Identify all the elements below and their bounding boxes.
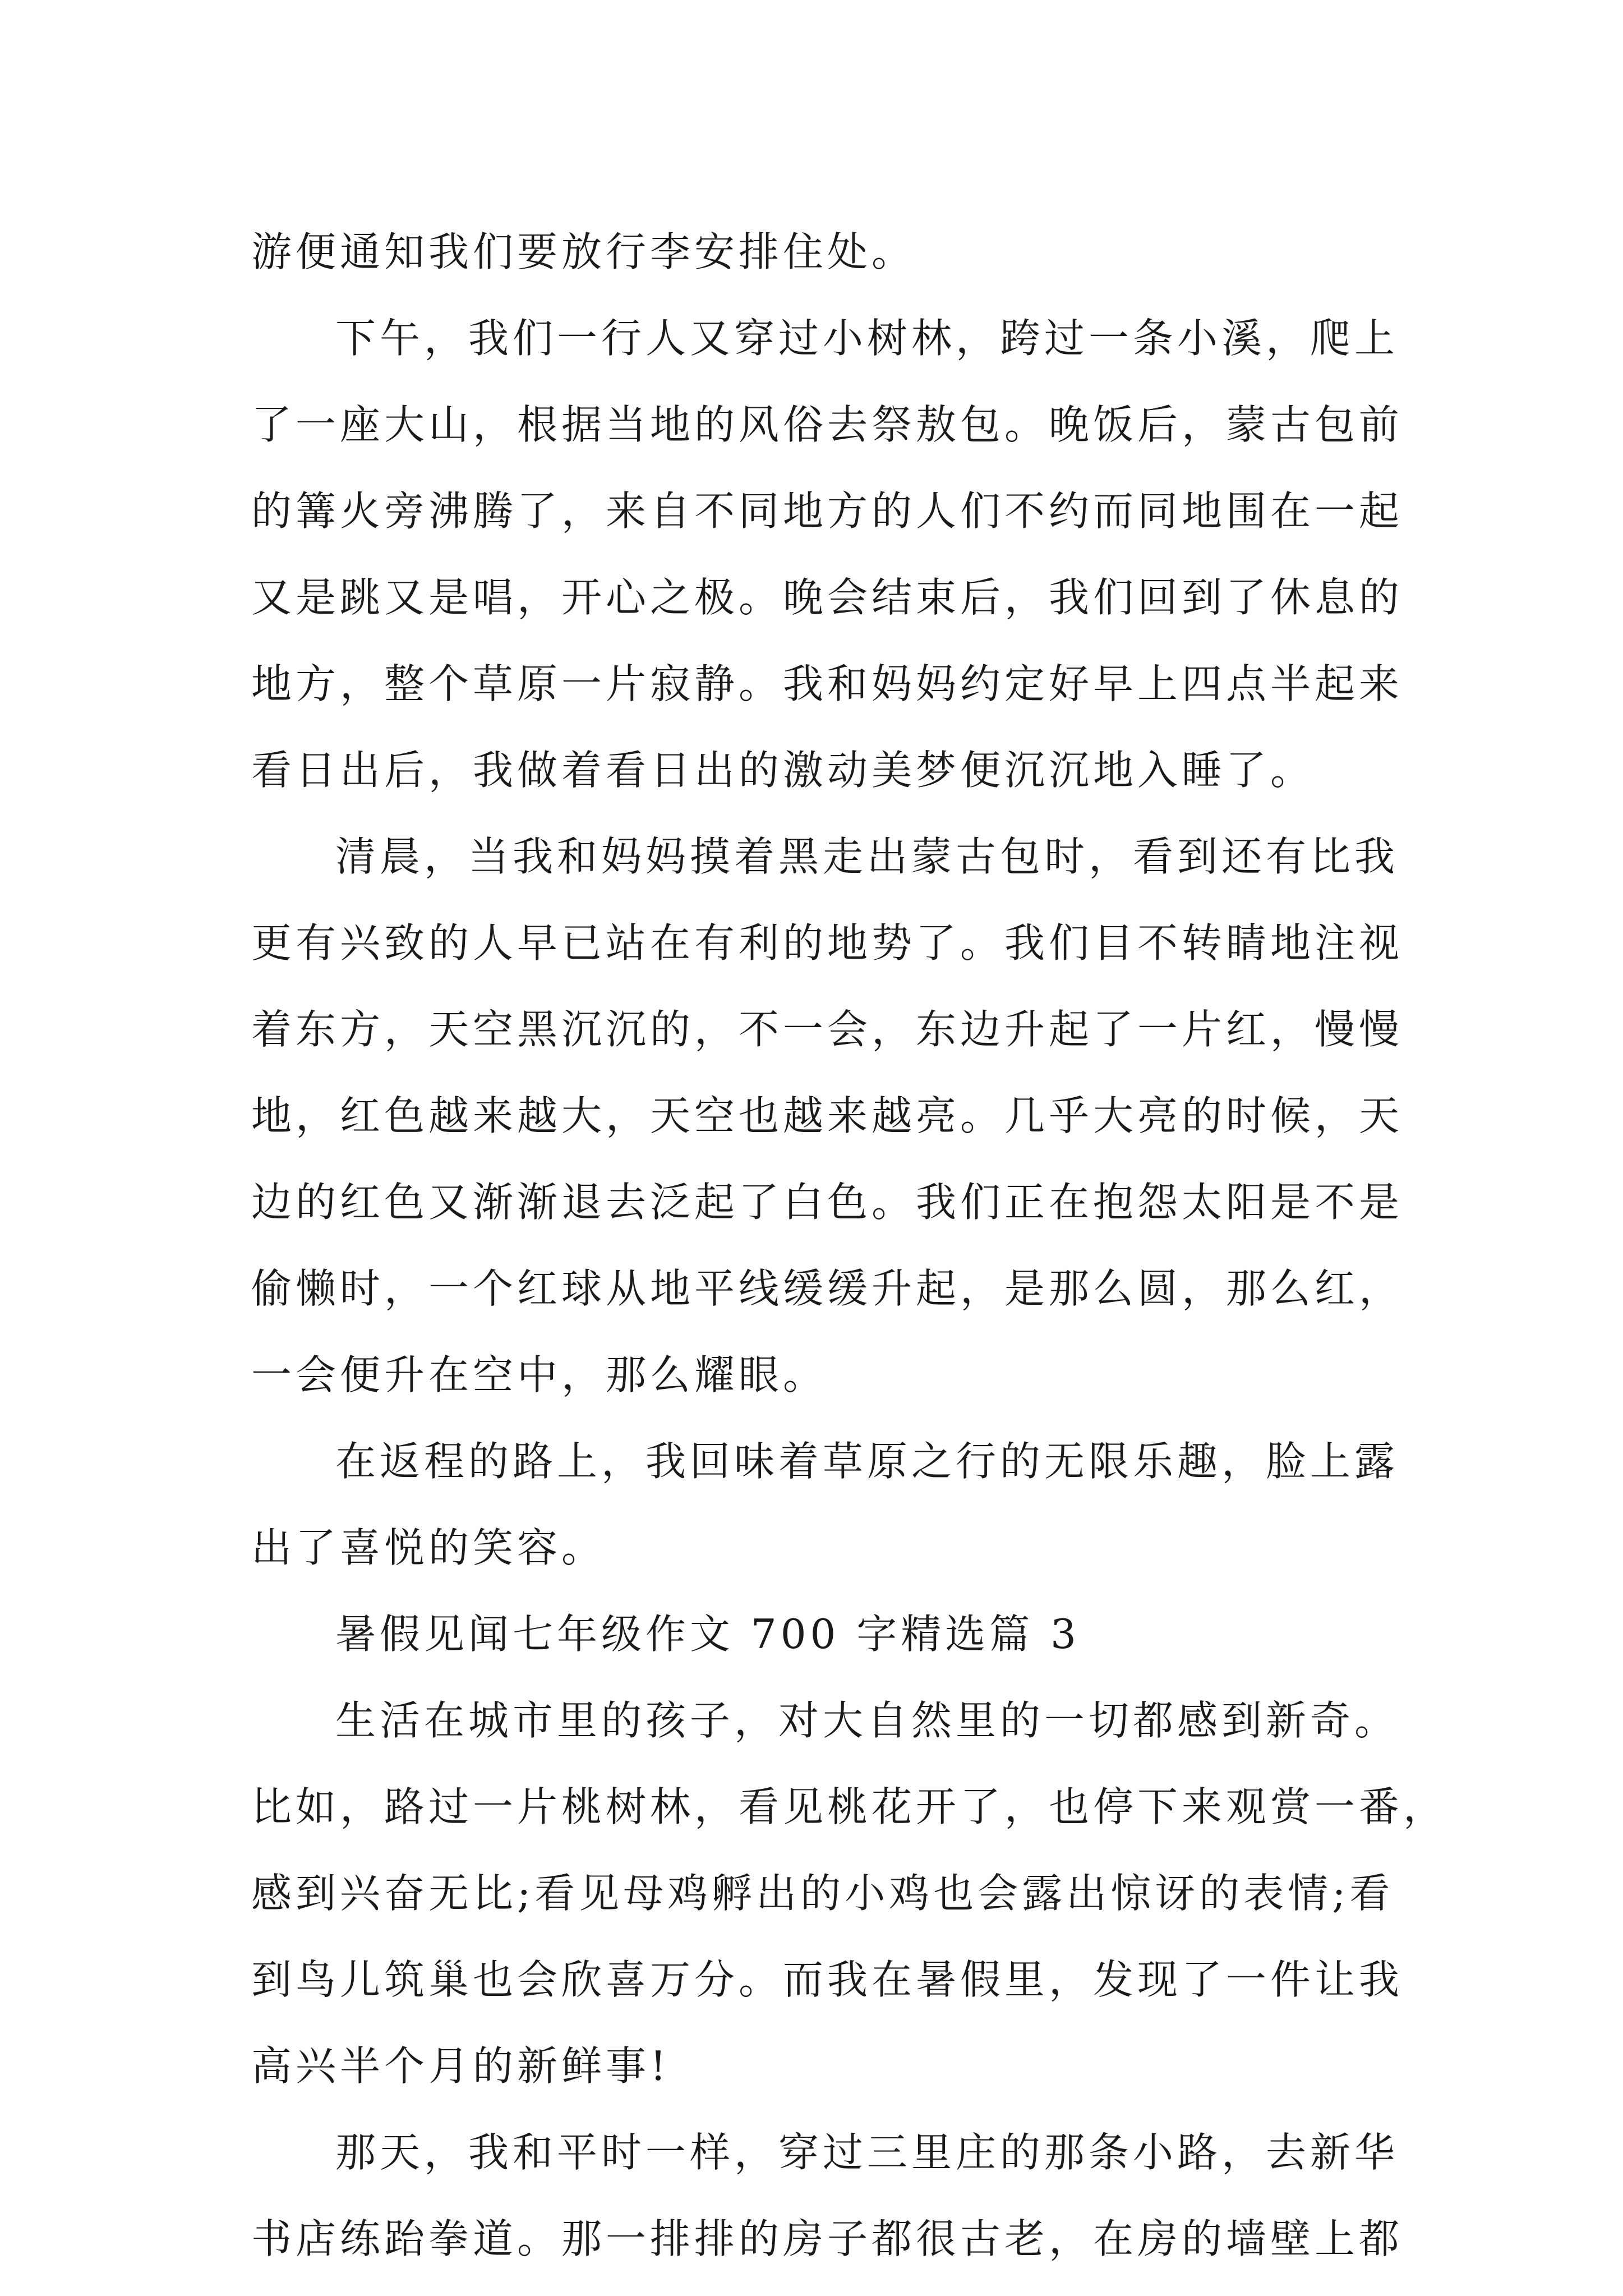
text-line: 书店练跆拳道。那一排排的房子都很古老，在房的墙壁上都 [251,2215,1404,2262]
text-line: 地方，整个草原一片寂静。我和妈妈约定好早上四点半起来 [251,660,1404,707]
paragraph-start-line: 下午，我们一行人又穿过小树林，跨过一条小溪，爬上 [335,315,1399,362]
text-line: 看日出后，我做着看日出的激动美梦便沉沉地入睡了。 [251,747,1315,794]
text-line: 一会便升在空中，那么耀眼。 [251,1351,828,1398]
section-heading: 暑假见闻七年级作文 700 字精选篇 3 [335,1611,1080,1658]
text-line: 出了喜悦的笑容。 [251,1524,606,1571]
text-line: 到鸟儿筑巢也会欣喜万分。而我在暑假里，发现了一件让我 [251,1956,1404,2003]
text-line: 边的红色又渐渐退去泛起了白色。我们正在抱怨太阳是不是 [251,1179,1404,1226]
text-line: 更有兴致的人早已站在有利的地势了。我们目不转睛地注视 [251,919,1404,967]
text-line: 游便通知我们要放行李安排住处。 [251,228,916,275]
text-line: 高兴半个月的新鲜事! [251,2042,670,2090]
text-line: 又是跳又是唱，开心之极。晚会结束后，我们回到了休息的 [251,574,1404,621]
text-line: 的篝火旁沸腾了，来自不同地方的人们不约而同地围在一起 [251,487,1404,535]
document-body [251,209,1448,2282]
paragraph-start-line: 那天，我和平时一样，穿过三里庄的那条小路，去新华 [335,2129,1399,2176]
text-line: 比如，路过一片桃树林，看见桃花开了，也停下来观赏一番， [251,1783,1448,1830]
text-line: 感到兴奋无比;看见母鸡孵出的小鸡也会露出惊讶的表情;看 [251,1870,1394,1917]
text-line: 地，红色越来越大，天空也越来越亮。几乎大亮的时候，天 [251,1092,1404,1139]
text-line: 了一座大山，根据当地的风俗去祭敖包。晚饭后，蒙古包前 [251,401,1404,448]
paragraph-start-line: 生活在城市里的孩子，对大自然里的一切都感到新奇。 [335,1697,1399,1744]
text-line: 着东方，天空黑沉沉的，不一会，东边升起了一片红，慢慢 [251,1006,1404,1053]
text-line: 偷懒时，一个红球从地平线缓缓升起，是那么圆，那么红， [251,1265,1404,1312]
paragraph-start-line: 清晨，当我和妈妈摸着黑走出蒙古包时，看到还有比我 [335,833,1399,880]
paragraph-start-line: 在返程的路上，我回味着草原之行的无限乐趣，脸上露 [335,1438,1399,1485]
